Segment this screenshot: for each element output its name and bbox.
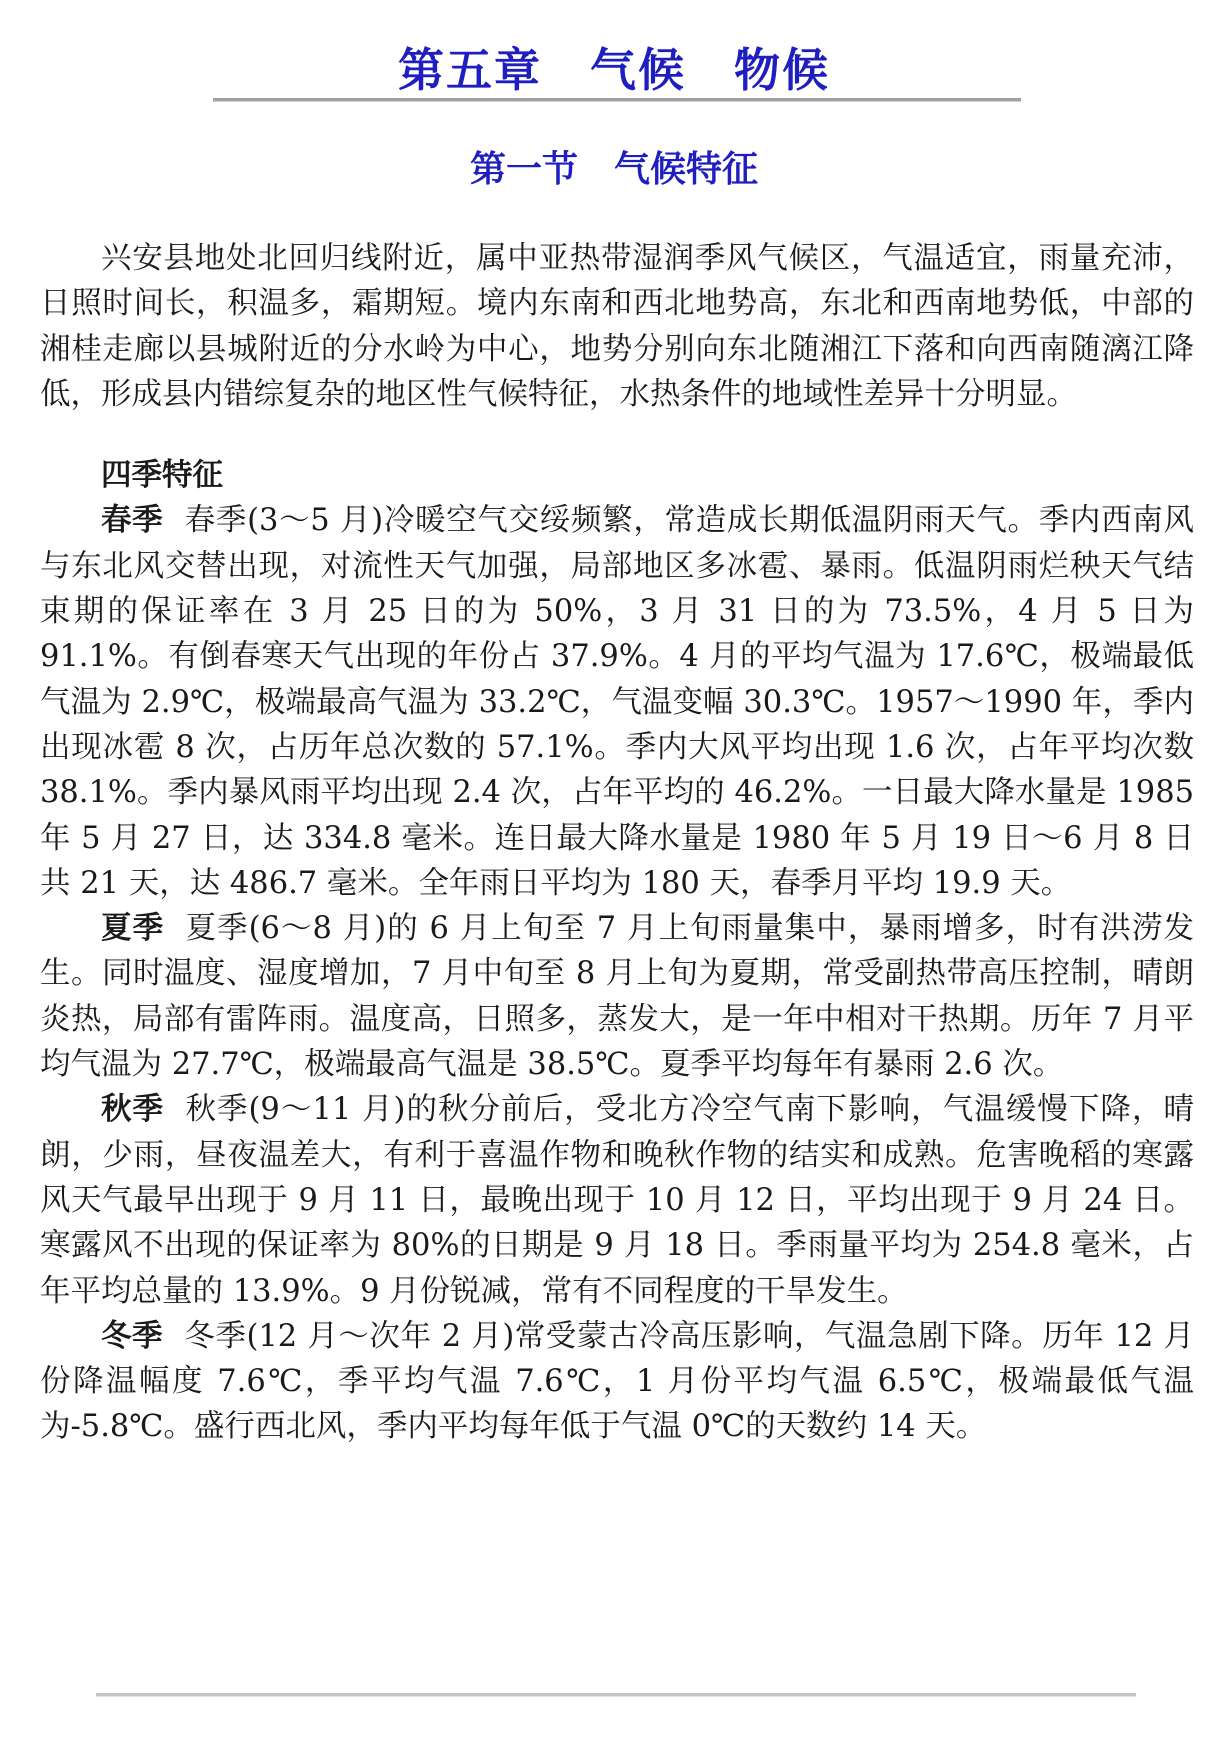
season-label: 冬季 (101, 1317, 164, 1354)
season-text: 冬季(12 月～次年 2 月)常受蒙古冷高压影响，气温急剧下降。历年 12 月份降温幅度 7.6℃，季平均气温 7.6℃，1 月份平均气温 6.5℃，极端最低气温为-5.8℃。盛行西北风，季内平均每年低于气温 0℃的天数约 14 天。 (40, 1318, 1194, 1445)
seasons-heading: 四季特征 (101, 457, 223, 494)
season-text: 春季(3～5 月)冷暖空气交绥频繁，常造成长期低温阴雨天气。季内西南风与东北风交替出现，对流性天气加强，局部地区多冰雹、暴雨。低温阴雨烂秧天气结束期的保证率在 3 月 25 日的为 50%，3 月 31 日的为 73.5%，4 月 5 日为 91.1%。有倒春寒天气出现的年份占 37.9%。4 月的平均气温为 17.6℃，极端最低气温为 2.9℃，极端最高气温为 33.2℃，气温变幅 30.3℃。1957～1990 年，季内出现冰雹 8 次，占历年总次数的 57.1%。季内大风平均出现 1.6 次，占年平均次数 38.1%。季内暴风雨平均出现 2.4 次，占年平均的 46.2%。一日最大降水量是 1985 年 5 月 27 日，达 334.8 毫米。连日最大降水量是 1980 年 5 月 19 日～6 月 8 日共 21 天，达 486.7 毫米。全年雨日平均为 180 天，春季月平均 19.9 天。 (40, 503, 1194, 901)
chapter-title: 第五章 气候 物候 (398, 43, 830, 97)
season-text: 秋季(9～11 月)的秋分前后，受北方冷空气南下影响，气温缓慢下降，晴朗，少雨，昼夜温差大，有利于喜温作物和晚秋作物的结实和成熟。危害晚稻的寒露风天气最早出现于 9 月 11 日，最晚出现于 10 月 12 日，平均出现于 9 月 24 日。寒露风不出现的保证率为 80%的日期是 9 月 18 日。季雨量平均为 254.8 毫米，占年平均总量的 13.9%。9 月份锐减，常有不同程度的干旱发生。 (40, 1092, 1194, 1309)
intro-paragraph: 兴安县地处北回归线附近，属中亚热带湿润季风气候区，气温适宜，雨量充沛，日照时间长，积温多，霜期短。境内东南和西北地势高，东北和西南地势低，中部的湘桂走廊以县城附近的分水岭为中心，地势分别向东北随湘江下落和向西南随漓江降低，形成县内错综复杂的地区性气候特征，水热条件的地域性差异十分明显。 (40, 241, 1194, 412)
season-label: 春季 (101, 502, 164, 539)
chapter-title-underline (213, 98, 1021, 102)
season-label: 秋季 (101, 1091, 165, 1128)
season-label: 夏季 (101, 910, 165, 947)
season-paragraph-spring (40, 498, 1194, 906)
season-text: 夏季(6～8 月)的 6 月上旬至 7 月上旬雨量集中，暴雨增多，时有洪涝发生。同时温度、湿度增加，7 月中旬至 8 月上旬为夏期，常受副热带高压控制，晴朗炎热，局部有雷阵雨。温度高，日照多，蒸发大，是一年中相对干热期。历年 7 月平均气温为 27.7℃，极端最高气温是 38.5℃。夏季平均每年有暴雨 2.6 次。 (40, 911, 1194, 1083)
footer-rule (96, 1693, 1136, 1697)
season-paragraph-autumn (40, 1087, 1194, 1313)
section-title: 第一节 气候特征 (469, 148, 758, 190)
season-paragraph-winter (40, 1314, 1194, 1450)
season-paragraph-summer (40, 906, 1194, 1087)
document-body (40, 236, 1194, 1450)
